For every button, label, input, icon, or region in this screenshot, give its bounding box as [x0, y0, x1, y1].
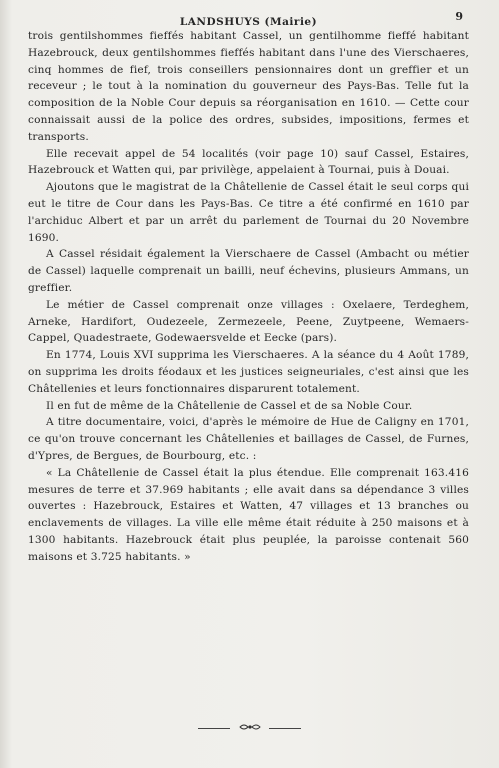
end-ornament — [0, 718, 499, 737]
paragraph: trois gentilshommes fieffés habitant Cassel, un gentilhomme fieffé habitant Hazebrouck, deux gentilshommes fieffés habitant dans l'une des Vierschaeres, cinq hommes de fief, trois conseillers pensionnaires dont un greffier et un receveur ; le tout à la nomination du gouverneur des Pays-Bas. Telle fut la composition de la Noble Cour depuis sa réorganisation en 1610. — Cette cour connaissait aussi de la police des ordres, subsides, impositions, fermes et transports. — [28, 30, 469, 143]
body-text — [28, 28, 469, 566]
page-number: 9 — [455, 10, 463, 23]
paragraph: Elle recevait appel de 54 localités (voir page 10) sauf Cassel, Estaires, Hazebrouck et Watten qui, par privilège, appelaient à Tournai, puis à Douai. — [28, 147, 469, 177]
printer-ornament-icon — [239, 723, 261, 734]
running-title: LANDSHUYS (Mairie) — [179, 16, 318, 28]
paragraph: En 1774, Louis XVI supprima les Vierschaeres. A la séance du 4 Août 1789, on supprima les droits féodaux et les justices seigneuriales, c'est ainsi que les Châtellenies et leurs fonctionnaires disparurent totalement. — [28, 349, 469, 395]
paragraph: Le métier de Cassel comprenait onze villages : Oxelaere, Terdeghem, Arneke, Hardifort, Oudezeele, Zermezeele, Peene, Zuytpeene, Wemaers-Cappel, Quadestraete, Godewaersvelde et Eecke (pars). — [28, 298, 469, 345]
paragraph: A Cassel résidait également la Vierschaere de Cassel (Ambacht ou métier de Cassel) laquelle comprenait un bailli, neuf échevins, plusieurs Ammans, un greffier. — [28, 248, 469, 294]
page-header — [28, 10, 469, 28]
quotation-paragraph: « La Châtellenie de Cassel était la plus étendue. Elle comprenait 163.416 mesures de terre et 37.969 habitants ; elle avait dans sa dépendance 3 villes ouvertes : Hazebrouck, Estaires et Watten, 47 villages et 13 branches ou enclavements de villages. La ville elle même était réduite à 250 maisons et à 1300 habitants. Hazebrouck était plus peuplée, la paroisse contenait 560 maisons et 3.725 habitants. » — [28, 466, 469, 563]
paragraph: A titre documentaire, voici, d'après le mémoire de Hue de Caligny en 1701, ce qu'on trouve concernant les Châtellenies et baillages de Cassel, de Furnes, d'Ypres, de Bergues, de Bourbourg, etc. : — [28, 416, 469, 462]
ornament-rule-right — [269, 728, 301, 729]
paragraph: Ajoutons que le magistrat de la Châtellenie de Cassel était le seul corps qui eut le titre de Cour dans les Pays-Bas. Ce titre a été confirmé en 1610 par l'archiduc Albert et par un arrêt du parlement de Tournai du 20 Novembre 1690. — [28, 181, 469, 244]
paragraph: Il en fut de même de la Châtellenie de Cassel et de sa Noble Cour. — [46, 399, 413, 412]
ornament-rule-left — [198, 728, 230, 729]
